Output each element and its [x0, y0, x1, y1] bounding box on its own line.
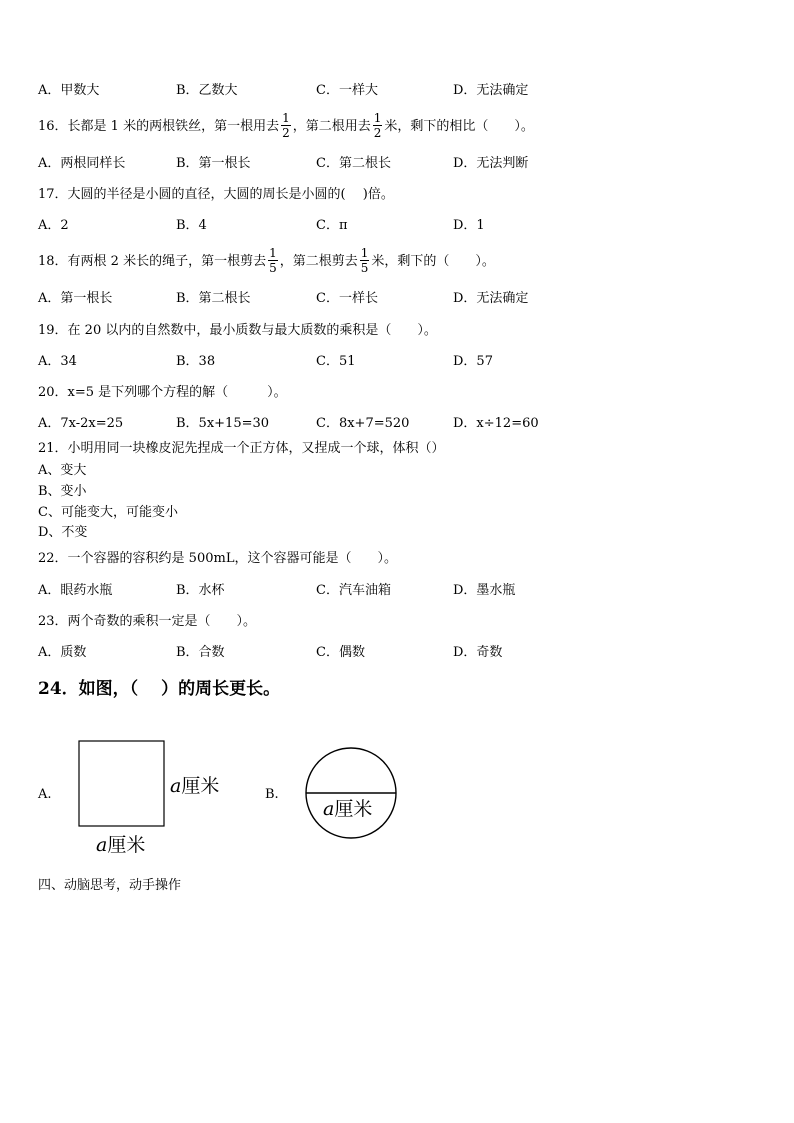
q20-option-a: A．7x-2x=25: [38, 416, 124, 431]
section-heading: 四、动脑思考，动手操作: [38, 878, 182, 893]
q22-option-a: A．眼药水瓶: [38, 583, 113, 598]
q17-option-c: C．π: [316, 218, 348, 233]
q15-option-d: D．无法确定: [453, 83, 529, 98]
fraction-numerator: 1: [282, 111, 290, 125]
q16-option-b: B．第一根长: [176, 156, 251, 171]
q16-option-d: D．无法判断: [453, 156, 529, 171]
q20-question: 20．x=5 是下列哪个方程的解（ ）。: [38, 385, 287, 400]
q18-option-b: B．第二根长: [176, 291, 251, 306]
q23-option-d: D．奇数: [453, 645, 503, 660]
bottom-unit: 厘米: [107, 834, 146, 856]
q22-option-c: C．汽车油箱: [316, 583, 391, 598]
q22-question: 22．一个容器的容积约是 500mL，这个容器可能是（ ）。: [38, 551, 397, 566]
q18-fraction-1: [268, 246, 278, 275]
q21-option-d: D、不变: [38, 525, 88, 540]
q17-option-d: D．1: [453, 218, 485, 233]
q19-option-b: B．38: [176, 354, 216, 369]
q16-option-c: C．第二根长: [316, 156, 391, 171]
circle-diameter-label: [323, 798, 372, 820]
q15-option-b: B．乙数大: [176, 83, 238, 98]
q16-fraction-1: [281, 111, 291, 140]
q19-question: 19．在 20 以内的自然数中，最小质数与最大质数的乘积是（ ）。: [38, 323, 437, 338]
q23-question: 23．两个奇数的乘积一定是（ ）。: [38, 614, 257, 629]
q18-option-c: C．一样长: [316, 291, 378, 306]
diameter-variable: a: [323, 798, 335, 820]
fraction-denominator: 2: [282, 126, 290, 140]
q24-figure: [0, 720, 794, 870]
q17-question: 17．大圆的半径是小圆的直径，大圆的周长是小圆的( )倍。: [38, 187, 394, 202]
q20-option-b: B．5x+15=30: [176, 416, 270, 431]
q24-question: 24．如图，（ ）的周长更长。: [38, 679, 281, 699]
fraction-denominator: 2: [373, 126, 382, 140]
diameter-unit: 厘米: [334, 798, 373, 820]
q16-question: [38, 112, 534, 142]
fraction-numerator: 1: [269, 246, 277, 260]
figure-a-label: A.: [38, 787, 52, 802]
q20-option-c: C．8x+7=520: [316, 416, 410, 431]
square-side-label: [170, 775, 219, 797]
q17-option-b: B．4: [176, 218, 207, 233]
q15-option-c: C．一样大: [316, 83, 378, 98]
q23-option-b: B．合数: [176, 645, 225, 660]
q16-fraction-2: [373, 111, 383, 140]
side-variable: a: [170, 775, 182, 797]
q18-option-a: A．第一根长: [38, 291, 113, 306]
bottom-variable: a: [96, 834, 108, 856]
q18-question: [38, 247, 495, 277]
side-unit: 厘米: [181, 775, 220, 797]
q21-question: 21．小明用同一块橡皮泥先捏成一个正方体，又捏成一个球，体积（）: [38, 441, 445, 456]
square-shape: [79, 741, 164, 826]
q16-text-mid: ，第二根用去: [292, 119, 371, 134]
q18-text-pre: 18．有两根 2 米长的绳子，第一根剪去: [38, 254, 267, 269]
q21-option-b: B、变小: [38, 484, 87, 499]
square-bottom-label: [96, 834, 145, 856]
q21-option-a: A、变大: [38, 463, 87, 478]
q16-text-post: 米，剩下的相比（ ）。: [384, 119, 534, 134]
q19-option-d: D．57: [453, 354, 493, 369]
fraction-denominator: 5: [269, 261, 277, 275]
q17-option-a: A．2: [38, 218, 69, 233]
q23-option-c: C．偶数: [316, 645, 365, 660]
q18-fraction-2: [360, 246, 370, 275]
q19-option-a: A．34: [38, 354, 77, 369]
q22-option-d: D．墨水瓶: [453, 583, 516, 598]
q22-option-b: B．水杯: [176, 583, 225, 598]
fraction-denominator: 5: [360, 261, 369, 275]
q16-option-a: A．两根同样长: [38, 156, 126, 171]
fraction-numerator: 1: [360, 246, 369, 260]
q20-option-d: D．x÷12=60: [453, 416, 539, 431]
q19-option-c: C．51: [316, 354, 356, 369]
q21-option-c: C、可能变大，可能变小: [38, 505, 178, 520]
q23-option-a: A．质数: [38, 645, 87, 660]
q18-text-mid: ，第二根剪去: [279, 254, 358, 269]
figure-b-label: B.: [265, 787, 279, 802]
q15-option-a: A．甲数大: [38, 83, 100, 98]
q18-option-d: D．无法确定: [453, 291, 529, 306]
q18-text-post: 米，剩下的（ ）。: [371, 254, 495, 269]
q16-text-pre: 16．长都是 1 米的两根铁丝，第一根用去: [38, 119, 280, 134]
fraction-numerator: 1: [373, 111, 382, 125]
